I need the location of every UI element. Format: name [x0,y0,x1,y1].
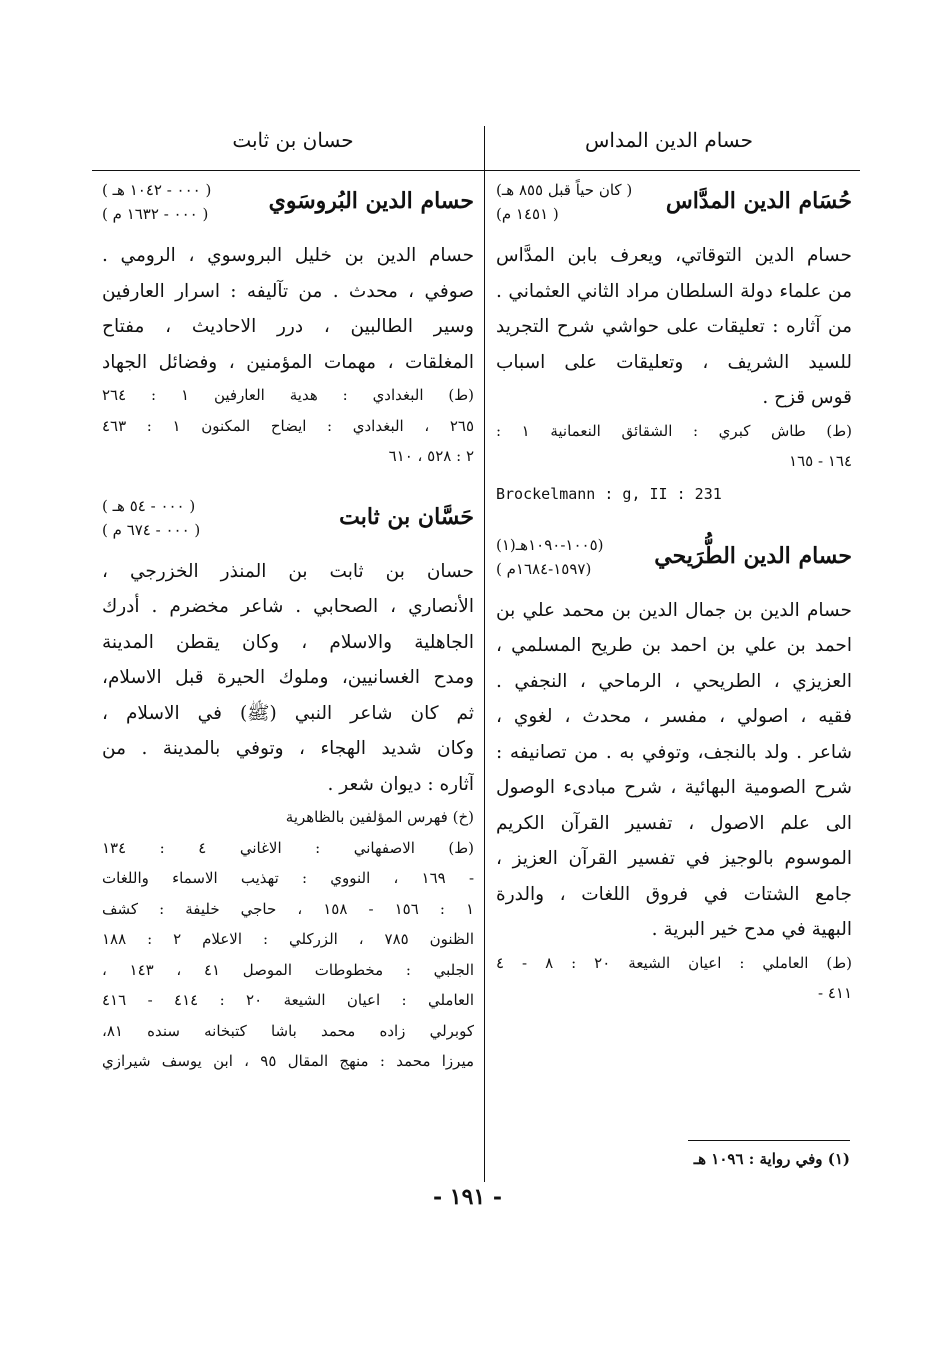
body-line: شرح الصومية البهائية ، شرح مبادىء الوصول [496,777,852,798]
header-rule [92,170,860,171]
entry-hassan-ibn-thabit [102,494,474,1077]
reference-line: (خ) فهرس المؤلفين بالظاهرية [285,808,474,826]
footnote-rule [688,1140,850,1141]
reference-line: ٤١١ - [817,984,852,1002]
entry-dates [496,533,604,581]
date-gregorian: ( ٠٠٠ - ٦٧٤ م ) [102,520,201,539]
reference-line: (ط) البغدادي : هدية العارفين ١ : ٢٦٤ [102,386,474,404]
date-hijri: ( كان حياً قبل ٨٥٥ هـ) [496,181,633,199]
body-line: للسيد الشريف ، وتعليقات على اسباب [496,351,852,373]
reference-line: العاملي : اعيان الشيعة ٢٠ : ٤١٤ - ٤١٦ [102,991,474,1009]
body-line: العزيزي ، الطريحي ، الرماحي ، النجفي . [496,670,852,692]
body-line: شاعر . ولد بالنجف، وتوفي به . من تصانيفه : [496,741,852,763]
left-column [102,178,474,1077]
date-hijri: ( ٠٠٠ - ٥٤ هـ ) [102,496,196,515]
body-line: ثم كان شاعر النبي (ﷺ) في الاسلام ، [102,702,474,724]
body-line: فقيه ، اصولي ، مفسر ، محدث ، لغوي ، [496,706,852,727]
entry-heading [102,494,474,552]
footnote: (١) وفي رواية : ١٠٩٦ هـ [693,1150,850,1168]
reference-line: (ط) العاملي : اعيان الشيعة ٢٠ : ٨ - ٤ [496,953,852,972]
body-line: البهية في مدح خير البرية . [651,919,852,940]
right-column [496,178,852,1009]
column-divider [484,126,485,1182]
date-gregorian: (١٥٩٧-١٦٨٤م ) [496,559,592,578]
body-line: آثاره : ديوان شعر . [327,773,474,795]
body-line: وسير الطالبين ، درر الاحاديث ، مفتاح [102,316,474,337]
body-line: صوفي ، محدث . من تآليفه : اسرار العارفين [102,280,474,302]
entry-dates [102,178,211,226]
body-line: الى علم الاصول ، تفسير القرآن الكريم [496,812,852,834]
body-line: من علماء دولة السلطان مراد الثاني العثماني . [496,280,852,302]
page-number: - ١٩١ - [432,1184,503,1210]
entry-name: حَسَّان بن ثابت [339,503,474,530]
reference-line: ١٦٤ - ١٦٥ [789,452,852,470]
entry-heading [496,533,852,591]
running-head-left: حسان بن ثابت [232,128,354,152]
reference-line: ميرزا محمد : منهج المقال ٩٥ ، ابن يوسف شيرازي [102,1052,474,1070]
reference-line: ٢٦٥ ، البغدادي : ايضاح المكنون ١ : ٤٦٣ [102,416,474,435]
body-line: من آثاره : تعليقات على حواشي شرح التجريد [496,316,852,337]
date-gregorian: ( ١٤٥١ م) [496,205,559,223]
body-line: ومدح الغسانيين، وملوك الحيرة قبل الاسلام، [102,667,474,688]
entry-name: حُسَام الدين المدَّاس [665,188,852,214]
body-line: احمد بن علي بن احمد بن طريح المسلمي ، [496,635,852,656]
body-line: حسان بن ثابت بن المنذر الخزرجي ، [102,560,474,582]
date-gregorian: ( ٠٠٠ - ١٦٣٢ م ) [102,205,209,223]
entry-hussam-al-muddas [496,178,852,511]
reference-line: الجلبي : مخطوطات الموصل ٤١ ، ١٤٣ ، [102,960,474,979]
body-line: حسام الدين بن جمال الدين بن محمد علي بن [496,599,852,621]
body-line: قوس قزح . [762,387,852,408]
entry-dates [102,494,200,542]
body-line: المغلقات ، مهمات المؤمنين ، وفضائل الجهاد [102,351,474,373]
entry-heading [102,178,474,236]
body-line: حسام الدين التوقاتي، ويعرف بابن المدَّاس [496,245,852,266]
reference-line: (ط) طاش كبري : الشقائق النعمانية ١ : [496,421,852,440]
body-line: جامع الشتات في فروق اللغات ، والدرة [496,883,852,905]
date-hijri: (١٠٠٥-١٠٩٠هـ(١) [496,535,604,554]
reference-line: الظنون ٧٨٥ ، الزركلي : الاعلام ٢ : ١٨٨ [102,930,474,948]
reference-line: ١ : ١٥٦ - ١٥٨ ، حاجي خليفة : كشف [102,899,474,918]
body-line: الموسوم بالوجيز في تفسير القرآن العزيز ، [496,848,852,869]
entry-heading [496,178,852,236]
reference-line: - ١٦٩ ، النووي : تهذيب الاسماء واللغات [102,869,474,887]
entry-name: حسام الدين البُروسَوي [268,188,474,214]
reference-line: ٢ : ٥٢٨ ، ٦١٠ [388,447,474,465]
body-line: حسام الدين بن خليل البروسوي ، الرومي . [102,245,474,266]
entry-hussam-al-turayhi [496,533,852,1009]
body-line: الجاهلية والاسلام ، وكان يقطن المدينة [102,631,474,653]
reference-line: (ط) الاصفهاني : الاغاني ٤ : ١٣٤ [102,838,474,857]
date-hijri: ( ٠٠٠ - ١٠٤٢ هـ ) [102,181,212,199]
running-head-right: حسام الدين المداس [584,128,754,152]
entry-spacer [496,511,852,533]
entry-dates [496,178,632,226]
entry-name: حسام الدين الطُّرَيحي [654,542,852,569]
latin-reference: Brockelmann : g, II : 231 [496,484,722,503]
reference-line: كوبرلي زاده محمد باشا كتبخانه سنده ٨١، [102,1021,474,1040]
entry-spacer [102,472,474,494]
body-line: وكان شديد الهجاء ، وتوفي بالمدينة . من [102,738,474,759]
body-line: الأنصاري ، الصحابي . شاعر مخضرم . أدرك [102,596,474,617]
entry-hussam-al-burusawi [102,178,474,472]
